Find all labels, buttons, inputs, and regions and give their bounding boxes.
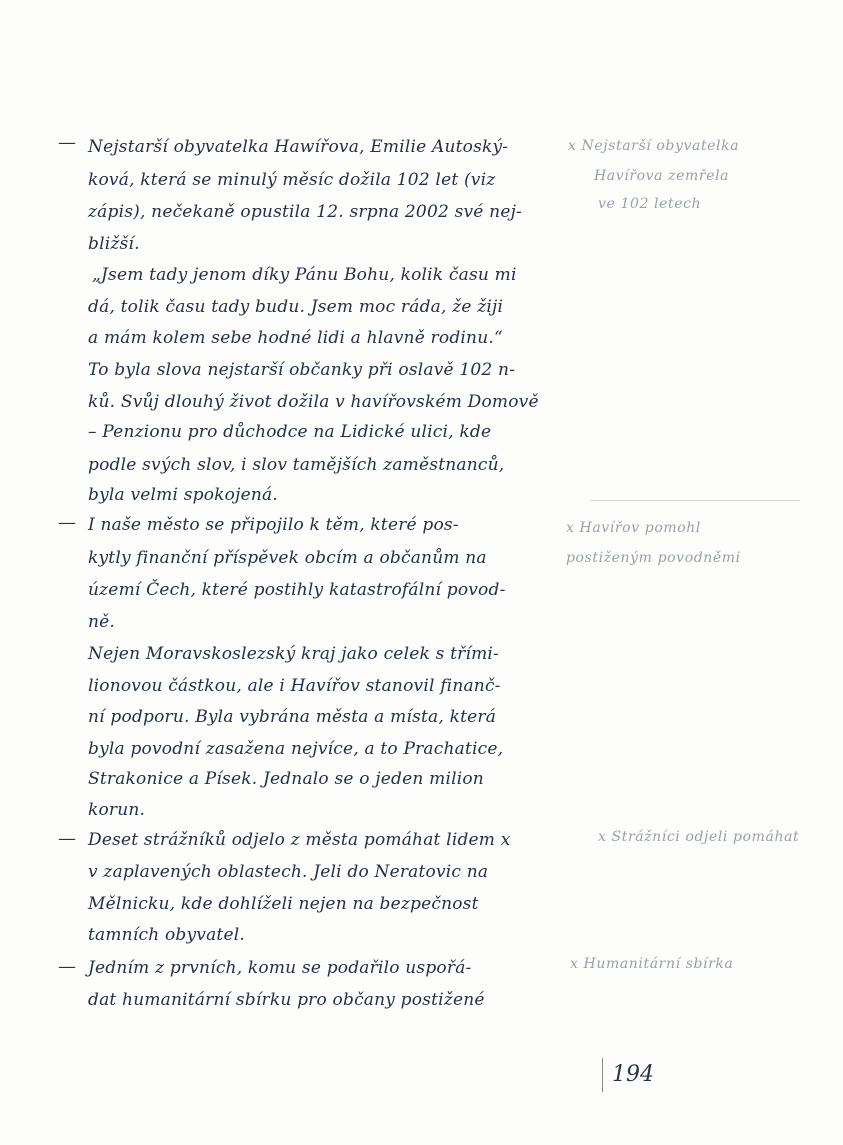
entry-line: Jedním z prvních, komu se podařilo uspořá-: [88, 958, 472, 978]
entry-line: Mělnicku, kde dohlíželi nejen na bezpečnost: [88, 894, 479, 914]
entry-line: zápis), nečekaně opustila 12. srpna 2002 své nej-: [88, 202, 522, 222]
margin-divider: [590, 500, 800, 501]
page-number-divider: [602, 1058, 603, 1092]
entry-line: – Penzionu pro důchodce na Lidické ulici, kde: [88, 422, 492, 442]
entry-line: Nejen Moravskoslezský kraj jako celek s třími-: [88, 644, 499, 664]
entry-line: lionovou částkou, ale i Havířov stanovil finanč-: [88, 676, 501, 696]
margin-note: Havířova zemřela: [594, 168, 730, 184]
entry-line: korun.: [88, 800, 146, 820]
entry-dash: —: [58, 132, 76, 153]
entry-line: ně.: [88, 612, 116, 632]
entry-line: dat humanitární sbírku pro občany postižené: [88, 990, 485, 1010]
entry-line: a mám kolem sebe hodné lidi a hlavně rodinu.“: [88, 328, 503, 348]
entry-line: Nejstarší obyvatelka Hawířova, Emilie Autoský-: [88, 137, 509, 157]
entry-dash: —: [58, 828, 76, 849]
entry-line: Deset strážníků odjelo z města pomáhat lidem x: [88, 830, 511, 850]
entry-line: území Čech, které postihly katastrofální povod-: [88, 580, 506, 600]
entry-line: tamních obyvatel.: [88, 925, 245, 945]
entry-line: ní podporu. Byla vybrána města a místa, která: [88, 707, 497, 727]
entry-dash: —: [58, 956, 76, 977]
entry-line: To byla slova nejstarší občanky při oslavě 102 n-: [88, 360, 516, 380]
margin-note: x Humanitární sbírka: [570, 956, 734, 972]
entry-line: I naše město se připojilo k těm, které pos-: [88, 515, 459, 535]
margin-note: x Strážníci odjeli pomáhat: [598, 829, 800, 845]
margin-note: x Havířov pomohl postiženým povodněmi: [566, 520, 741, 566]
page-number: 194: [612, 1062, 654, 1087]
entry-line: ků. Svůj dlouhý život dožila v havířovském Domově: [88, 392, 539, 412]
entry-line: bližší.: [88, 234, 140, 254]
entry-line: ková, která se minulý měsíc dožila 102 let (viz: [88, 170, 496, 190]
entry-line: byla velmi spokojená.: [88, 485, 278, 505]
entry-line: v zaplavených oblastech. Jeli do Neratovic na: [88, 862, 489, 882]
entry-line: byla povodní zasažena nejvíce, a to Prachatice,: [88, 739, 504, 759]
entry-line: Strakonice a Písek. Jednalo se o jeden milion: [88, 769, 484, 789]
margin-note: ve 102 letech: [598, 196, 702, 212]
entry-line: „Jsem tady jenom díky Pánu Bohu, kolik času mi: [92, 265, 517, 285]
entry-dash: —: [58, 512, 76, 533]
entry-line: kytly finanční příspěvek obcím a občanům na: [88, 548, 487, 568]
entry-line: dá, tolik času tady budu. Jsem moc ráda, že žiji: [88, 297, 504, 317]
margin-note: x Nejstarší obyvatelka: [568, 138, 740, 154]
entry-line: podle svých slov, i slov tamějších zaměstnanců,: [88, 455, 505, 475]
